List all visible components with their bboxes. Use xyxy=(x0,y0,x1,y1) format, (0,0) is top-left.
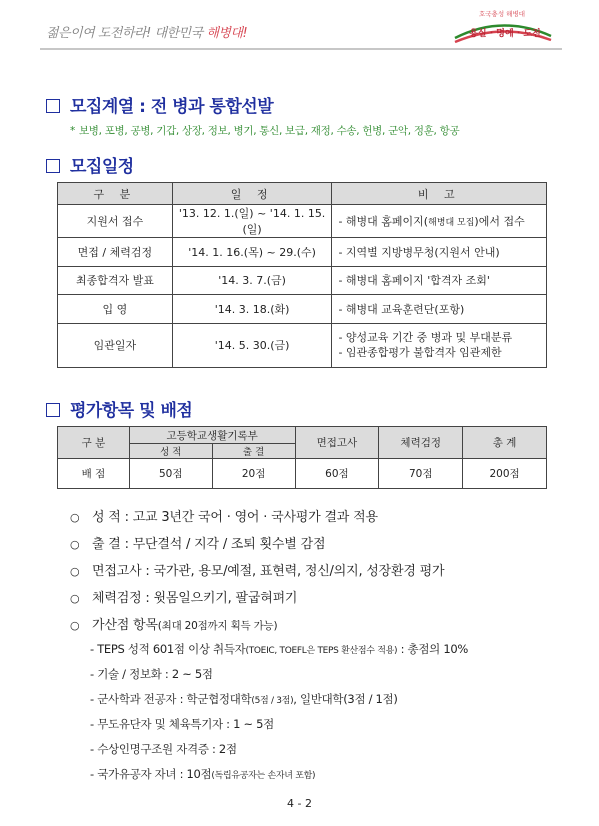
header-interview: 면접고사 xyxy=(295,427,379,459)
score-grades: 50점 xyxy=(129,459,212,489)
header-attendance: 출 결 xyxy=(212,444,295,459)
row-note: - 해병대 홈페이지(해병대 모집)에서 접수 xyxy=(332,205,547,238)
header-note: 비 고 xyxy=(332,183,547,205)
row-label: 지원서 접수 xyxy=(58,205,173,238)
score-attendance: 20점 xyxy=(212,459,295,489)
table-row xyxy=(58,205,547,238)
header-school-record: 고등학교생활기록부 xyxy=(129,427,295,444)
table-row xyxy=(58,295,547,324)
bonus-item: - 무도유단자 및 체육특기자 : 1 ~ 5점 xyxy=(90,717,274,731)
score-fitness: 70점 xyxy=(379,459,463,489)
list-item-bonus: ○ 가산점 항목(최대 20점까지 획득 가능) xyxy=(70,618,278,633)
row-label: 최종합격자 발표 xyxy=(58,266,173,295)
row-label: 면접 / 체력검정 xyxy=(58,238,173,267)
list-item: ○ 면접고사 : 국가관, 용모/예절, 표현력, 정신/의지, 성장환경 평가 xyxy=(70,564,445,579)
row-label: 입 영 xyxy=(58,295,173,324)
table-row xyxy=(58,238,547,267)
row-date: '14. 3. 18.(화) xyxy=(172,295,332,324)
row-date: '14. 3. 7.(금) xyxy=(172,266,332,295)
bonus-item: - 수상인명구조원 자격증 : 2점 xyxy=(90,742,237,756)
table-row xyxy=(58,266,547,295)
list-item: ○ 체력검정 : 윗몸일으키기, 팔굽혀펴기 xyxy=(70,591,298,606)
row-note: - 해병대 홈페이지 '합격자 조회' xyxy=(332,266,547,295)
page-header xyxy=(0,0,599,58)
table-row xyxy=(58,323,547,367)
schedule-header-row xyxy=(58,183,547,205)
branch-list: * 보병, 포병, 공병, 기갑, 상장, 정보, 병기, 통신, 보급, 재정, 수송, 헌병, 군악, 정훈, 항공 xyxy=(70,125,460,137)
marine-corps-logo xyxy=(447,6,557,46)
row-label: 배 점 xyxy=(58,459,130,489)
section-title-schedule: 모집일정 xyxy=(46,152,134,177)
row-note: - 양성교육 기간 중 병과 및 부대분류 - 임관종합평가 불합격자 임관제한 xyxy=(332,323,547,367)
row-note: - 해병대 교육훈련단(포항) xyxy=(332,295,547,324)
table-row xyxy=(58,459,547,489)
svg-text:용실 · 명예 · 도전: 용실 · 명예 · 도전 xyxy=(469,29,541,39)
section-title-recruitment-field: 모집계열 : 전 병과 통합선발 xyxy=(46,92,273,117)
header-date: 일 정 xyxy=(172,183,332,205)
row-date: '14. 5. 30.(금) xyxy=(172,323,332,367)
list-item: ○ 성 적 : 고교 3년간 국어 · 영어 · 국사평가 결과 적용 xyxy=(70,510,378,525)
list-item: ○ 출 결 : 무단결석 / 지각 / 조퇴 횟수별 감점 xyxy=(70,537,326,552)
section-title-evaluation: 평가항목 및 배점 xyxy=(46,396,192,421)
svg-text:호국충성 해병대: 호국충성 해병대 xyxy=(478,10,526,18)
header-grades: 성 적 xyxy=(129,444,212,459)
header-category: 구 분 xyxy=(58,183,173,205)
score-total: 200점 xyxy=(463,459,547,489)
header-fitness: 체력검정 xyxy=(379,427,463,459)
header-total: 총 계 xyxy=(463,427,547,459)
bonus-item: - TEPS 성적 601점 이상 취득자(TOEIC, TOEFL은 TEPS 환산점수 적용) : 총점의 10% xyxy=(90,642,468,656)
page-number: 4 - 2 xyxy=(287,797,312,810)
bonus-item: - 기술 / 정보화 : 2 ~ 5점 xyxy=(90,667,213,681)
header-divider xyxy=(40,48,562,50)
score-table xyxy=(57,426,547,489)
row-note: - 지역별 지방병무청(지원서 안내) xyxy=(332,238,547,267)
score-header-row xyxy=(58,427,547,444)
header-slogan: 젊은이여 도전하라! 대한민국 해병대! xyxy=(46,26,248,41)
row-date: '14. 1. 16.(목) ~ 29.(수) xyxy=(172,238,332,267)
score-interview: 60점 xyxy=(295,459,379,489)
header-category: 구 분 xyxy=(58,427,130,459)
row-label: 임관일자 xyxy=(58,323,173,367)
row-date: '13. 12. 1.(일) ~ '14. 1. 15.(일) xyxy=(172,205,332,238)
bonus-item: - 국가유공자 자녀 : 10점(독립유공자는 손자녀 포함) xyxy=(90,767,316,781)
bonus-item: - 군사학과 전공자 : 학군협정대학(5점 / 3점), 일반대학(3점 / 1점) xyxy=(90,692,398,706)
schedule-table xyxy=(57,182,547,368)
